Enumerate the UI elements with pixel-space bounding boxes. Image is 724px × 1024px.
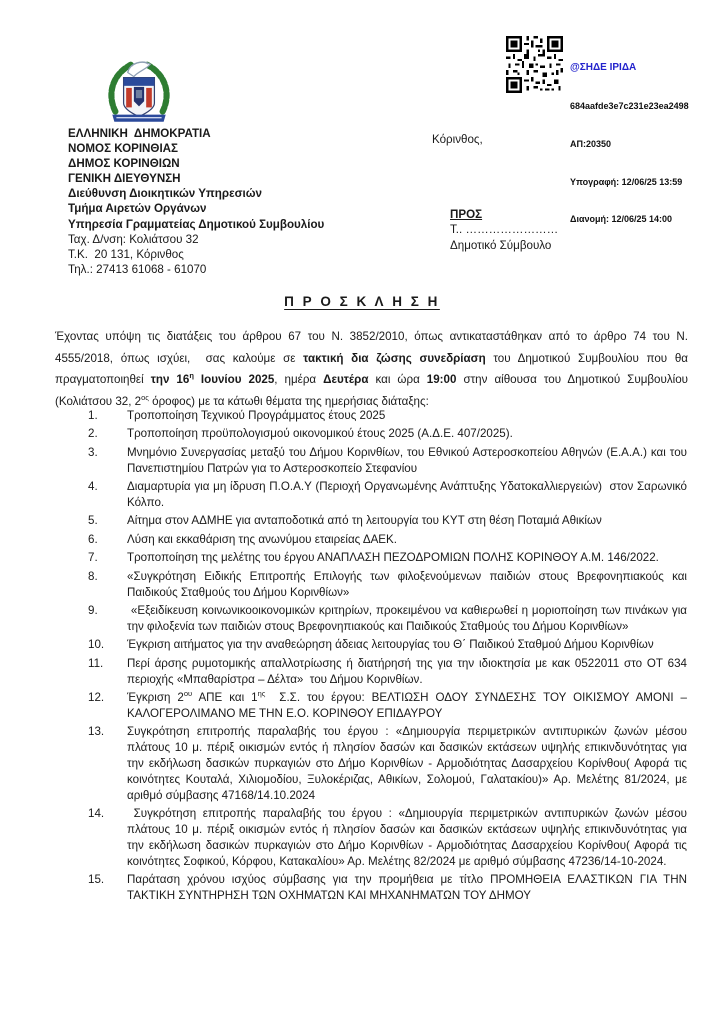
letterhead-line: ΔΗΜΟΣ ΚΟΡΙΝΘΙΩΝ — [68, 157, 180, 171]
letterhead-line: ΕΛΛΗΝΙΚΗ ΔΗΜΟΚΡΑΤΙΑ — [68, 127, 211, 140]
recipient-block — [450, 207, 558, 253]
agenda-item-number: 2. — [88, 427, 98, 441]
document-title-text: Π Ρ Ο Σ Κ Λ Η Σ Η — [284, 294, 440, 309]
agenda-item — [88, 872, 691, 904]
agenda-item-text: Τροποποίηση προϋπολογισμού οικονομικού έτους 2025 (Α.Δ.Ε. 407/2025). — [127, 427, 513, 441]
agenda-item-number: 9. — [88, 603, 98, 617]
agenda-item-number: 4. — [88, 480, 98, 494]
agenda-item-text: Διαμαρτυρία για μη ίδρυση Π.Ο.Α.Υ (Περιοχή Οργανωμένης Ανάπτυξης Υδατοκαλλιεργειών) στον Σαρωνικό Κόλπο. — [127, 480, 691, 510]
city-date-line: Κόρινθος, — [432, 133, 483, 146]
letterhead-line: Ταχ. Δ/νση: Κολιάτσου 32 — [68, 232, 199, 246]
agenda-item-number: 7. — [88, 551, 98, 565]
letterhead-line: Τηλ.: 27413 61068 - 61070 — [68, 262, 207, 276]
agenda-item-number: 15. — [88, 873, 105, 887]
agenda-item — [88, 513, 687, 529]
intro-paragraph: Έχοντας υπόψη τις διατάξεις του άρθρου 67 του Ν. 3852/2010, όπως αντικαταστάθηκαν από το άρθρο 74 του Ν. 4555/2018, όπως ισχύει, σας καλούμε σε τακτική δια ζώσης συνεδρίαση του Δημοτικού Συμβουλίου που θα πραγματοποιηθεί την $16^\eta$ Ιουνίου 2025, ημέρα Δευτέρα και ώρα 19:00 στην αίθουσα του Δημοτικού Συμβουλίου (Κολιάτσου 32, $2^{o\varsigma}$ όροφος) με τα κάτωθι θέματα της ημερήσιας διάταξης: — [55, 330, 692, 408]
stamp-signature-timestamp: Υπογραφή: 12/06/25 13:59 — [570, 176, 683, 187]
agenda-item-text: «Εξειδίκευση κοινωνικοοικονομικών κριτηρίων, προκειμένου να καθιερωθεί η μοριοποίηση των πινάκων για την φιλοξενία των παιδιών στους Βρεφονηπιακούς και Παιδικούς Σταθμούς του Δήμου Κορινθίων» — [127, 603, 691, 633]
document-title — [0, 294, 724, 309]
agenda-item-number: 1. — [88, 409, 98, 422]
letterhead-line: Διεύθυνση Διοικητικών Υπηρεσιών — [68, 187, 262, 201]
agenda-item — [88, 532, 687, 548]
agenda-item-number: 8. — [88, 569, 98, 583]
agenda-item-text: Λύση και εκκαθάριση της ανωνύμου εταιρείας ΔΑΕΚ. — [127, 532, 397, 546]
agenda-item — [88, 426, 687, 442]
stamp-document-code: 684aafde3e7c231e23ea2498 — [570, 100, 689, 111]
agenda-item-text: Παράταση χρόνου ισχύος σύμβασης για την προμήθεια με τίτλο ΠΡΟΜΗΘΕΙΑ ΕΛΑΣΤΙΚΩΝ ΓΙΑ ΤΗΝ ΤΑΚΤΙΚΗ ΣΥΝΤΗΡΗΣΗ ΤΩΝ ΟΧΗΜΑΤΩΝ ΚΑΙ ΜΗΧΑΝΗΜΑΤΩΝ ΤΟΥ ΔΗΜΟΥ — [127, 873, 691, 903]
agenda-item — [88, 569, 691, 601]
agenda-item-text: Αίτημα στον ΑΔΜΗΕ για ανταποδοτικά από τη λειτουργία του ΚΥΤ στη θέση Ποταμιά Αθικίων — [127, 514, 602, 528]
agenda-item-number: 11. — [88, 656, 104, 670]
letterhead — [68, 126, 408, 277]
agenda-item-text: Συγκρότηση επιτροπής παραλαβής του έργου : «Δημιουργία περιμετρικών αντιπυρικών ζωνών μέσου πλάτους 10 μ. πέριξ οικισμών εντός ή πλησίον δασών και δασικών εκτάσεων υψηλής επικινδυνότητας για την εκδήλωση δασικών πυρκαγιών στο Δήμο Κορινθίων - Αρμοδιότητας Δασαρχείου Κορίνθου( Αφορά τις κοινότητες Σοφικού, Κόρφου, Κατακαλίου» Αρ. Μελέτης 82/2024 με αριθμό σύμβασης 47236/14-10-2024. — [127, 807, 691, 869]
agenda-item-number: 14. — [88, 807, 105, 821]
agenda-item — [88, 806, 691, 870]
agenda-list — [88, 408, 691, 907]
stamp-protocol-number: ΑΠ:20350 — [570, 138, 612, 149]
qr-code-icon — [506, 36, 563, 93]
agenda-item-text: Τροποποίηση Τεχνικού Προγράμματος έτους 2025 — [127, 409, 386, 422]
agenda-item-text: Έγκριση αιτήματος για την αναθεώρηση άδειας λειτουργίας του Θ΄ Παιδικού Σταθμού Δήμου Κορινθίων — [127, 638, 654, 652]
agenda-item-text: Έγκριση $2^{o\upsilon}$ ΑΠΕ και $1^{\eta\varsigma}$ Σ.Σ. του έργου: ΒΕΛΤΙΩΣΗ ΟΔΟΥ ΣΥΝΔΕΣΗΣ ΤΟΥ ΟΙΚΙΣΜΟΥ ΑΜΟΝΙ – ΚΑΛΟΓΕΡΟΛΙΜΑΝΟ ΜΕ ΤΗΝ Ε.Ο. ΚΟΡΙΝΘΟΥ ΕΠΙΔΑΥΡΟΥ — [127, 689, 691, 720]
agenda-item — [88, 689, 691, 722]
agenda-item — [88, 479, 691, 511]
letterhead-line: Υπηρεσία Γραμματείας Δημοτικού Συμβουλίου — [68, 217, 325, 231]
agenda-item-text: «Συγκρότηση Ειδικής Επιτροπής Επιλογής των φιλοξενούμενων παιδιών στους Βρεφονηπιακούς και Παιδικούς Σταθμούς του Δήμου Κορινθίων» — [127, 569, 691, 599]
agenda-item-number: 12. — [88, 691, 105, 704]
agenda-item — [88, 656, 691, 688]
stamp-system-label: @ΣΗΔΕ ΙΡΙΔΑ — [570, 62, 637, 74]
agenda-item-text: Περί άρσης ρυμοτομικής απαλλοτρίωσης ή διατήρησή της για την ιδιοκτησία με κακ 0522011 στο ΟΤ 634 περιοχής «Μπαθαρίστρα – Δέλτα» του Δήμου Κορινθίων. — [127, 656, 691, 686]
letterhead-line: Τμήμα Αιρετών Οργάνων — [68, 202, 207, 216]
letterhead-line: Τ.Κ. 20 131, Κόρινθος — [68, 247, 184, 261]
agenda-item — [88, 408, 687, 424]
stamp-distribution-timestamp: Διανομή: 12/06/25 14:00 — [570, 214, 673, 225]
agenda-item — [88, 550, 687, 566]
agenda-item — [88, 724, 691, 804]
agenda-item-number: 3. — [88, 445, 98, 459]
agenda-item — [88, 637, 687, 653]
agenda-item-number: 5. — [88, 514, 98, 528]
agenda-item-number: 10. — [88, 638, 105, 652]
recipient-role-line: Δημοτικό Σύμβουλο — [450, 238, 552, 252]
agenda-item-text: Συγκρότηση επιτροπής παραλαβής του έργου : «Δημιουργία περιμετρικών αντιπυρικών ζωνών μέσου πλάτους 10 μ. πέριξ οικισμών εντός ή πλησίον δασών και δασικών εκτάσεων υψηλής επικινδυνότητας για την εκδήλωση δασικών πυρκαγιών στο Δήμο Κορινθίων - Αρμοδιότητας Δασαρχείου Κορίνθου( Αφορά τις κοινότητες Κουταλά, Χιλιομοδίου, Ξυλοκέριζας, Αθικίων, Σολομού, Γαλατακίου)» Αρ. Μελέτης 81/2024, με αριθμό σύμβασης 47168/14.10.2024 — [127, 725, 691, 802]
letterhead-line: ΝΟΜΟΣ ΚΟΡΙΝΘΙΑΣ — [68, 142, 178, 156]
agenda-item — [88, 603, 691, 635]
recipient-name-line: Τ.. …………………… — [450, 223, 559, 237]
agenda-item — [88, 445, 691, 477]
agenda-item-text: Μνημόνιο Συνεργασίας μεταξύ του Δήμου Κορινθίων, του Εθνικού Αστεροσκοπείου Αθηνών (Ε.Α.Α.) και του Πανεπιστημίου Πατρών για το Αστεροσκοπείο Στεφανίου — [127, 445, 691, 475]
recipient-to-label: ΠΡΟΣ — [450, 208, 483, 221]
agenda-item-number: 13. — [88, 725, 105, 739]
municipal-coat-of-arms-icon — [101, 56, 177, 128]
agenda-item-number: 6. — [88, 532, 98, 546]
agenda-item-text: Τροποποίηση της μελέτης του έργου ΑΝΑΠΛΑΣΗ ΠΕΖΟΔΡΟΜΙΩΝ ΠΟΛΗΣ ΚΟΡΙΝΘΟΥ Α.Μ. 146/2022. — [127, 551, 659, 565]
letterhead-line: ΓΕΝΙΚΗ ΔΙΕΥΘΥΝΣΗ — [68, 172, 181, 186]
